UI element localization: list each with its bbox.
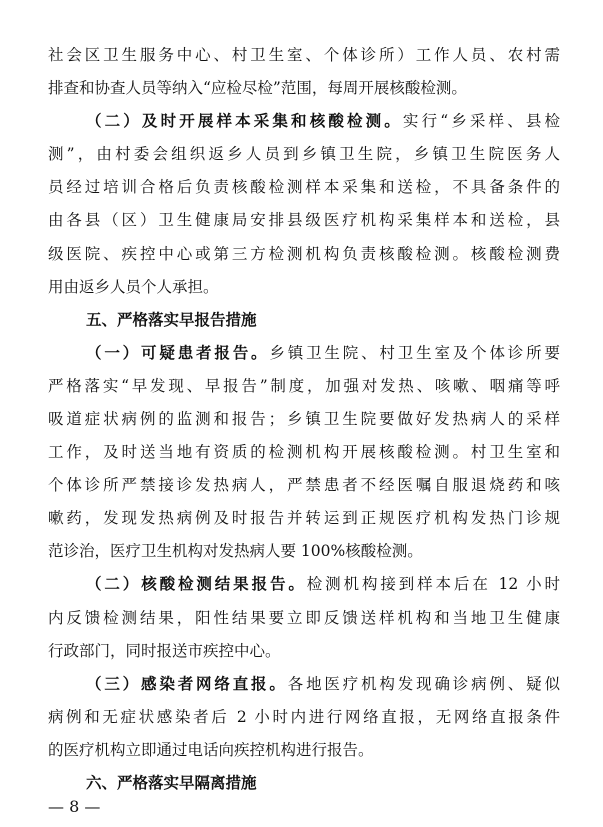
text-line: 个体诊所严禁接诊发热病人，严禁患者不经医嘱自服退烧药和咳 — [48, 476, 560, 494]
paragraph-heading-line — [86, 340, 560, 366]
text-line: 用由返乡人员个人承担。 — [48, 278, 219, 296]
text-line: 由各县（区）卫生健康局安排县级医疗机构采集样本和送检，县 — [48, 211, 560, 229]
text-span: 乡镇卫生院、村卫生室及个体诊所要 — [269, 344, 560, 362]
section-heading: 五、严格落实早报告措施 — [86, 311, 257, 329]
subsection-heading: （三）感染者网络直报。 — [86, 674, 288, 693]
text-line: 社会区卫生服务中心、村卫生室、个体诊所）工作人员、农村需 — [48, 46, 560, 64]
subsection-heading: （二）及时开展样本采集和核酸检测。 — [86, 111, 403, 130]
text-line: 测”，由村委会组织返乡人员到乡镇卫生院，乡镇卫生院医务人 — [48, 145, 560, 163]
text-line: 行政部门，同时报送市疾控中心。 — [48, 642, 281, 660]
text-line: 嗽药，发现发热病例及时报告并转运到正规医疗机构发热门诊规 — [48, 509, 560, 527]
paragraph-heading-line — [86, 571, 560, 597]
text-span: 检测机构接到样本后在 12 小时 — [306, 575, 560, 593]
text-line: 内反馈检测结果，阳性结果要立即反馈送样机构和当地卫生健康 — [48, 609, 560, 627]
text-span: 实行“乡采样、县检 — [402, 112, 560, 130]
text-line: 范诊治，医疗卫生机构对发热病人要 100%核酸检测。 — [48, 542, 423, 560]
text-line: 级医院、疾控中心或第三方检测机构负责核酸检测。核酸检测费 — [48, 245, 560, 263]
text-line: 工作，及时送当地有资质的检测机构开展核酸检测。村卫生室和 — [48, 443, 560, 461]
subsection-heading: （二）核酸检测结果报告。 — [86, 574, 307, 593]
subsection-heading: （一）可疑患者报告。 — [86, 343, 270, 362]
text-line: 病例和无症状感染者后 2 小时内进行网络直报，无网络直报条件 — [48, 708, 560, 726]
text-span: 各地医疗机构发现确诊病例、疑似 — [287, 675, 560, 693]
text-line: 的医疗机构立即通过电话向疾控机构进行报告。 — [48, 741, 374, 759]
text-line: 员经过培训合格后负责核酸检测样本采集和送检，不具备条件的 — [48, 178, 560, 196]
paragraph-heading-line — [86, 671, 560, 697]
text-line: 排查和协查人员等纳入“应检尽检”范围，每周开展核酸检测。 — [48, 79, 467, 97]
text-line: 严格落实“早发现、早报告”制度，加强对发热、咳嗽、咽痛等呼 — [48, 377, 560, 395]
paragraph-heading-line — [86, 108, 560, 134]
text-line: 吸道症状病例的监测和报告；乡镇卫生院要做好发热病人的采样 — [48, 410, 560, 428]
page-number: — 8 — — [48, 797, 101, 816]
section-heading: 六、严格落实早隔离措施 — [86, 774, 257, 792]
